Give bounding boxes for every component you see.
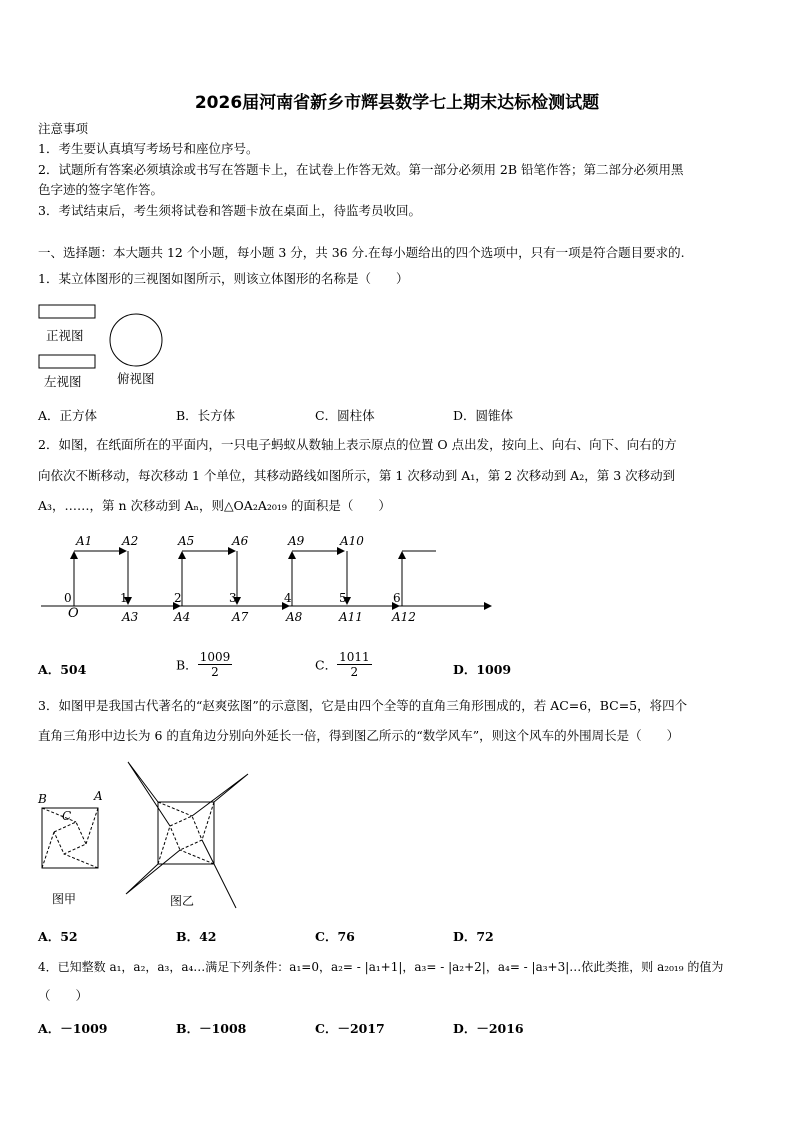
- axis-number: 1: [120, 591, 128, 605]
- option-d: D．72: [453, 929, 494, 944]
- question-3-line2: 直角三角形中边长为 6 的直角边分别向外延长一倍，得到图乙所示的“数学风车”，则这个风车的外围周长是（ ）: [38, 728, 680, 743]
- option-c: C．－2017: [315, 1021, 385, 1036]
- axis-number: 4: [284, 591, 292, 605]
- point-label: A5: [178, 534, 195, 548]
- question-2-line2: 向依次不断移动，每次移动 1 个单位，其移动路线如图所示，第 1 次移动到 A₁，第 2 次移动到 A₂，第 3 次移动到: [38, 468, 676, 483]
- option-d: D．1009: [453, 662, 512, 677]
- option-b: B． $\frac{1009}{2}$: [176, 650, 231, 679]
- figure-yi: [126, 762, 248, 908]
- axis-number: 5: [339, 591, 347, 605]
- option-a: A．504: [38, 662, 87, 677]
- top-view-circle: [110, 314, 162, 366]
- vertex-label-c: C: [62, 809, 72, 823]
- front-view-label: 正视图: [46, 328, 84, 343]
- vertex-label-b: B: [38, 792, 47, 806]
- notice-item: 3．考试结束后，考生须将试卷和答题卡放在桌面上，待监考员收回。: [38, 203, 421, 218]
- option-c: C． $\frac{1011}{2}$: [315, 650, 370, 679]
- axis-number: 6: [393, 591, 401, 605]
- page-title: 2026届河南省新乡市辉县数学七上期末达标检测试题: [194, 93, 600, 113]
- figure-jia-label: 图甲: [52, 892, 77, 906]
- question-4-line1: 4．已知整数 a₁，a₂，a₃，a₄…满足下列条件：a₁=0，a₂= - |a₁+1|，a₃= - |a₂+2|，a₄= - |a₃+3|…依此类推，则 a₂₀₁₉ 的值为: [38, 960, 724, 974]
- left-view-rect: [39, 355, 95, 368]
- notice-heading: 注意事项: [38, 121, 89, 136]
- left-view-label: 左视图: [44, 374, 82, 389]
- point-label: A7: [232, 610, 249, 624]
- top-view-label: 俯视图: [117, 371, 155, 386]
- option-d: D．－2016: [453, 1021, 524, 1036]
- notice-item: 1．考生要认真填写考场号和座位序号。: [38, 141, 259, 156]
- option-d: D．圆锥体: [453, 408, 514, 423]
- origin-label: O: [68, 606, 79, 621]
- axis-number: 0: [64, 591, 72, 605]
- section-heading: 一、选择题：本大题共 12 个小题，每小题 3 分，共 36 分.在每小题给出的四个选项中，只有一项是符合题目要求的.: [38, 245, 685, 260]
- windmill-figures: [30, 758, 260, 913]
- option-a: A．－1009: [38, 1021, 108, 1036]
- point-label: A9: [288, 534, 305, 548]
- option-a: A．52: [38, 929, 78, 944]
- option-b: B．42: [176, 929, 217, 944]
- vertex-label-a: A: [94, 789, 103, 803]
- front-view-rect: [39, 305, 95, 318]
- option-a: A．正方体: [38, 408, 98, 423]
- option-b: B．长方体: [176, 408, 236, 423]
- question-2-line3: A₃，……，第 n 次移动到 Aₙ，则△OA₂A₂₀₁₉ 的面积是（ ）: [38, 498, 391, 513]
- figure-yi-label: 图乙: [170, 894, 195, 908]
- option-c: C．76: [315, 929, 355, 944]
- question-1-stem: 1．某立体图形的三视图如图所示，则该立体图形的名称是（ ）: [38, 271, 409, 286]
- point-label: A3: [122, 610, 139, 624]
- point-label: A1: [76, 534, 93, 548]
- axis-number: 3: [229, 591, 237, 605]
- question-4-line2: （ ）: [38, 988, 89, 1003]
- point-label: A6: [232, 534, 249, 548]
- notice-item: 色字迹的签字笔作答。: [38, 182, 164, 197]
- option-b: B．－1008: [176, 1021, 247, 1036]
- point-label: A2: [122, 534, 139, 548]
- question-2-line1: 2．如图，在纸面所在的平面内，一只电子蚂蚁从数轴上表示原点的位置 O 点出发，按向上、向右、向下、向右的方: [38, 437, 677, 452]
- ant-path: [74, 551, 436, 606]
- notice-item: 2．试题所有答案必须填涂或书写在答题卡上，在试卷上作答无效。第一部分必须用 2B 铅笔作答；第二部分必须用黑: [38, 162, 684, 177]
- point-label: A8: [286, 610, 303, 624]
- point-label: A12: [392, 610, 416, 624]
- ant-path-figure: [36, 530, 501, 625]
- point-label: A10: [340, 534, 364, 548]
- point-label: A11: [339, 610, 363, 624]
- axis-number: 2: [174, 591, 182, 605]
- option-c: C．圆柱体: [315, 408, 375, 423]
- point-label: A4: [174, 610, 191, 624]
- question-3-line1: 3．如图甲是我国古代著名的“赵爽弦图”的示意图，它是由四个全等的直角三角形围成的，若 AC=6，BC=5，将四个: [38, 698, 688, 713]
